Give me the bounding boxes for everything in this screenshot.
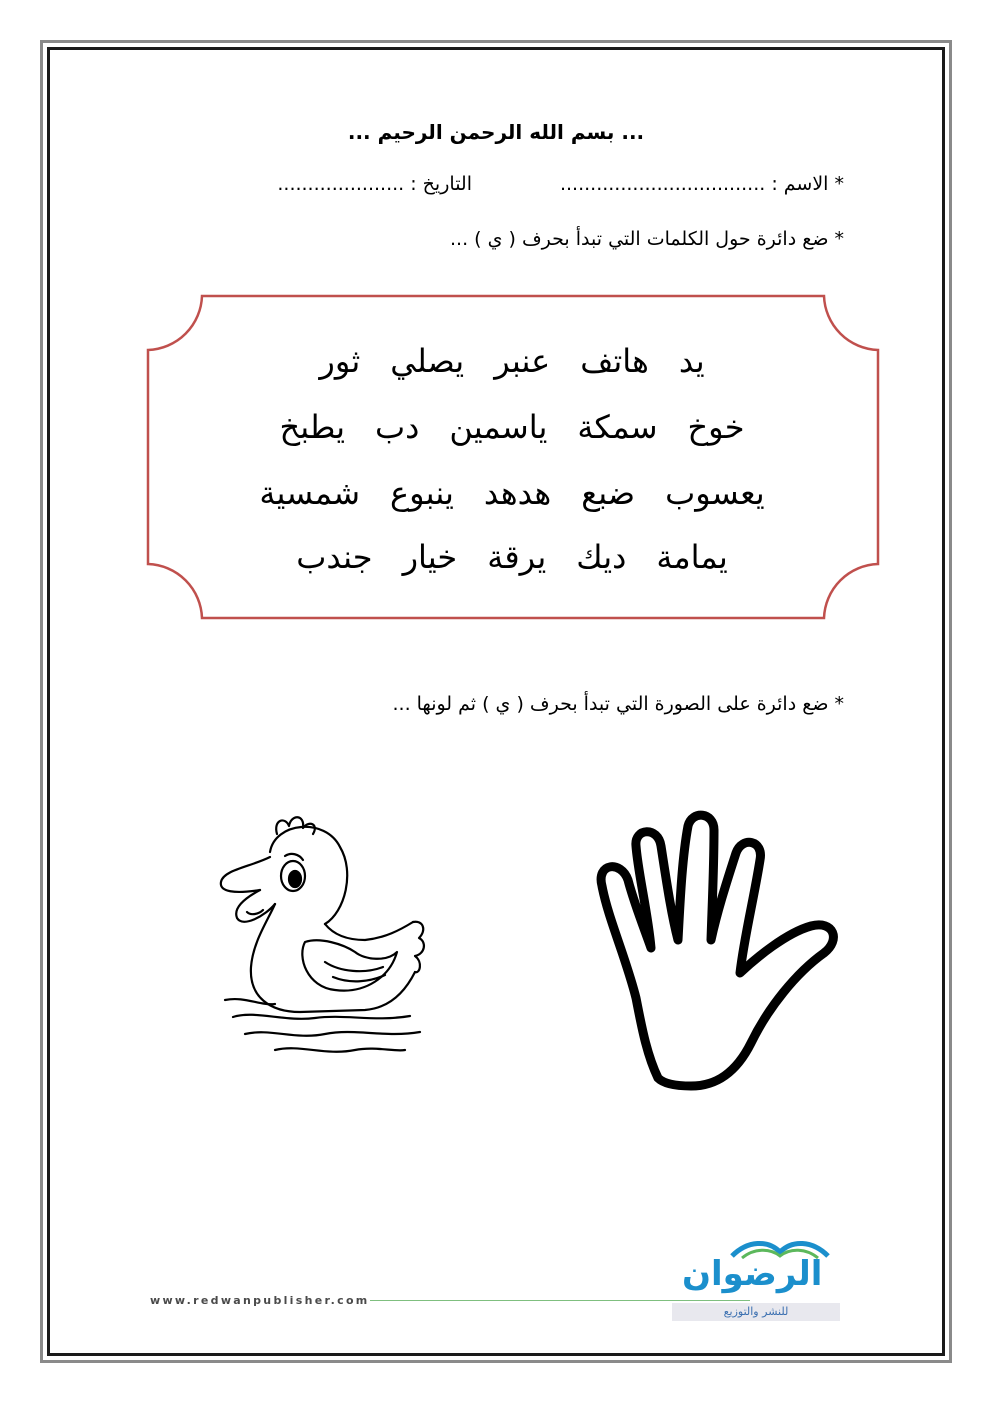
word-item[interactable]: ضبع (581, 474, 636, 512)
name-field-label: * الاسم : .................................. (559, 173, 844, 195)
word-item[interactable]: يعسوب (665, 474, 765, 512)
word-item[interactable]: سمكة (577, 408, 658, 446)
word-item[interactable]: هاتف (580, 342, 649, 380)
word-row-2 (150, 408, 874, 446)
duck-image[interactable] (215, 812, 440, 1067)
word-item[interactable]: يطبخ (279, 408, 345, 446)
word-item[interactable]: يصلي (390, 342, 465, 380)
word-item[interactable]: جندب (296, 538, 373, 576)
footer-website-link[interactable]: www.redwanpublisher.com (150, 1294, 370, 1307)
word-item[interactable]: يد (678, 342, 705, 380)
word-item[interactable]: هدهد (483, 474, 552, 512)
publisher-logo-subtitle: للنشر والتوزيع (672, 1303, 840, 1321)
word-item[interactable]: عنبر (494, 342, 551, 380)
hand-image[interactable] (596, 808, 844, 1093)
word-item[interactable]: ياسمين (449, 408, 548, 446)
word-item[interactable]: دب (375, 408, 420, 446)
word-item[interactable]: ديك (576, 538, 627, 576)
word-row-4 (150, 538, 874, 576)
word-row-1 (150, 342, 874, 380)
date-field-label: التاريخ : ..................... (277, 173, 472, 195)
word-item[interactable]: ثور (319, 342, 361, 380)
word-item[interactable]: يرقة (487, 538, 547, 576)
basmala-heading: ... بسم الله الرحمن الرحيم ... (347, 120, 645, 144)
word-item[interactable]: خيار (402, 538, 458, 576)
publisher-logo-name: الرضوان (682, 1254, 823, 1294)
word-item[interactable]: ينبوع (390, 474, 454, 512)
exercise2-instruction: * ضع دائرة على الصورة التي تبدأ بحرف ( ي ) ثم لونها ... (392, 693, 844, 715)
exercise1-instruction: * ضع دائرة حول الكلمات التي تبدأ بحرف ( ي ) ... (450, 228, 844, 250)
footer-divider (370, 1300, 750, 1301)
word-row-3 (150, 474, 874, 512)
word-item[interactable]: شمسية (259, 474, 361, 512)
word-item[interactable]: يمامة (656, 538, 728, 576)
word-item[interactable]: خوخ (687, 408, 745, 446)
